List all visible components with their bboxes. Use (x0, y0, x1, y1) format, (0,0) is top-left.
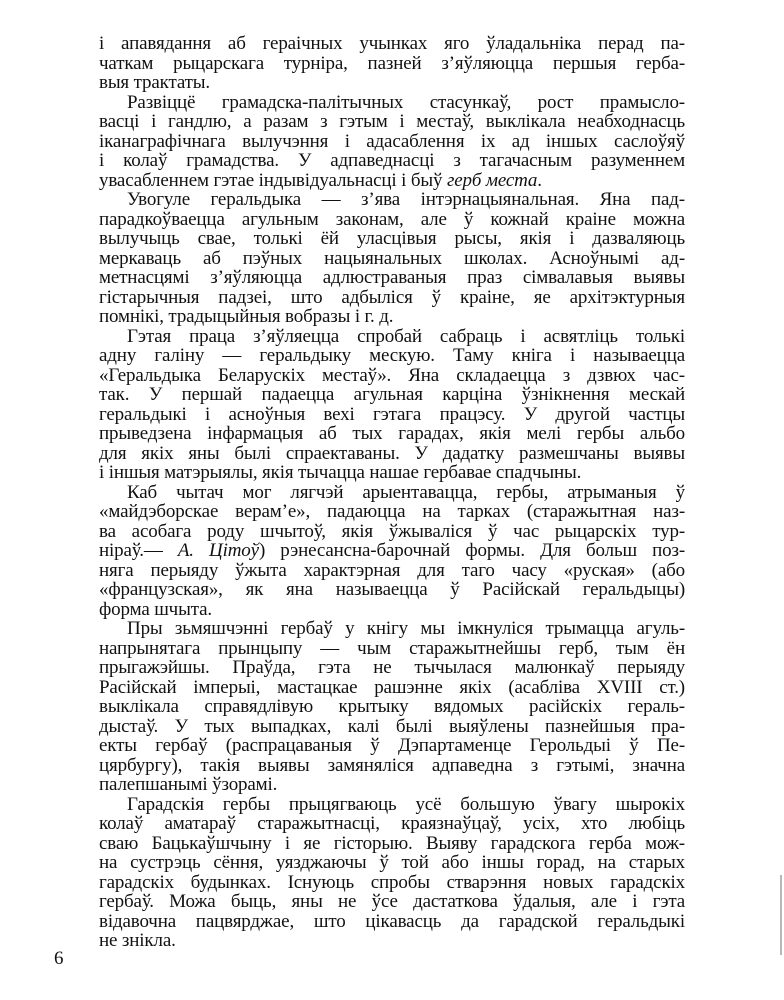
text-line: гарадскіх будынках. Існуюць спробы стварэння новых гарадскіх (99, 871, 685, 893)
paragraph-first-line: Пры зьмяшчэнні гербаў у кнігу мы імкнуліся трымацца агуль- (127, 618, 685, 639)
paragraph-first-line: Развіццё грамадска-палітычных стасункаў, рост прамысло- (127, 91, 685, 113)
text-line: колаў аматараў старажытнасці, краязнаўцаў, усіх, хто любіць (99, 813, 685, 834)
text-line: геральдыкі і асноўныя вехі гэтага працэсу. У другой частцы (99, 403, 685, 425)
text-line: дыстаў. У тых выпадках, калі былі выяўлены пазнейшыя пра- (99, 715, 685, 737)
text-line: чаткам рыцарскага турніра, пазней з’яўляюцца першыя герба- (99, 52, 685, 74)
text-line: увасабленнем гэтае індывідуальнасці і быў герб места. (99, 169, 542, 191)
text-line: напрынятага прынцыпу — чым старажытнейшы герб, тым ён (99, 637, 685, 659)
text-line: палепшанымі ўзорамі. (99, 774, 278, 795)
text-line: прыгажэйшы. Праўда, гэта не тычылася малюнкаў перыяду (99, 657, 685, 678)
paragraph-first-line: Гарадскія гербы прыцягваюць усё большую ўвагу шырокіх (127, 793, 685, 815)
text-line: выклікала справядлівую крытыку вядомых расійскіх гераль- (99, 696, 685, 717)
text-line: ва асобага роду шчытоў, якія ўжываліся ў час рыцарскіх тур- (99, 520, 685, 542)
paragraph-first-line: Гэтая праца з’яўляецца спробай сабраць і асвятліць толькі (127, 325, 685, 347)
text-line: прыведзена інфармацыя аб тых гарадах, якія мелі гербы альбо (99, 423, 685, 444)
text-line: цярбургу), такія выявы замяняліся адпаведна з гэтымі, значна (99, 754, 685, 776)
text-line: «Геральдыка Беларускіх местаў». Яна складаецца з дзвюх час- (99, 364, 685, 386)
text-line: для якіх яны былі спраектаваны. У дадатку размешчаны выявы (99, 442, 685, 464)
page-number: 6 (54, 948, 64, 969)
text-line: парадкоўваецца агульным законам, але ў кожнай краіне можна (99, 208, 685, 230)
text-line: «французская», як яна называецца ў Расійскай геральдыцы) (99, 579, 685, 600)
text-line: няга перыяду ўжыта характэрная для таго часу «руская» (або (99, 559, 685, 581)
text-line: і апавядання аб гераічных учынках яго ўладальніка перад па- (99, 33, 685, 54)
text-line: так. У першай падаецца агульная карціна ўзнікнення мескай (99, 384, 685, 405)
text-line: адну галіну — геральдыку мескую. Таму кніга і называецца (99, 345, 685, 366)
text-line: выя трактаты. (99, 72, 211, 93)
text-line: вылучыць свае, толькі ёй уласцівыя рысы, якія і дазваляюць (99, 228, 685, 249)
text-line: екты гербаў (распрацаваныя ў Дэпартаменце Герольдыі ў Пе- (99, 735, 685, 756)
text-line: гістарычныя падзеі, што адбыліся ў краіне, яе архітэктурныя (99, 286, 685, 308)
scan-edge-mark (780, 875, 782, 955)
text-line: меркаваць аб пэўных нацыянальных школах. Асноўнымі ад- (99, 247, 685, 269)
paragraph-first-line: Увогуле геральдыка — з’ява інтэрнацыянальная. Яна пад- (127, 189, 685, 210)
text-line: васці і гандлю, а разам з гэтым і местаў, выклікала неабходнасць (99, 111, 685, 132)
text-line: іканаграфічнага вылучэння і адасаблення іх ад іншых саслоўяў (99, 130, 685, 152)
text-line: помнікі, традыцыйныя вобразы і г. д. (99, 306, 394, 327)
text-line: Расійскай імперыі, мастацкае рашэнне якіх (асабліва XVIII ст.) (99, 676, 685, 698)
paragraph-first-line: Каб чытач мог лягчэй арыентавацца, гербы, атрыманыя ў (127, 481, 685, 503)
text-line: і іншыя матэрыялы, якія тычацца нашае гербавае спадчыны. (99, 462, 582, 483)
text-line: гербаў. Можа быць, яны не ўсе дастаткова ўдалыя, але і гэта (99, 891, 685, 912)
text-line: не знікла. (99, 930, 176, 951)
text-line: «майдэборскае верам’е», падаюцца на тарках (старажытная наз- (99, 501, 685, 522)
text-line: сваю Бацькаўшчыну і яе гісторыю. Выяву гарадскога герба мож- (99, 832, 685, 854)
text-line: нiраў.— А. Цітоў) рэнесансна-барочнай формы. Для больш поз- (99, 540, 685, 561)
text-line: на сустрэць сёння, уязджаючы ў той або іншы горад, на старых (99, 852, 685, 873)
text-line: і колаў грамадства. У адпаведнасці з тагачасным разуменнем (99, 150, 685, 171)
text-line: форма шчыта. (99, 598, 212, 620)
text-line: відавочна пацвярджае, што цікавасць да гарадской геральдыкі (99, 910, 685, 932)
italic-term: герб места (446, 169, 538, 191)
body-text (99, 34, 685, 951)
text-line: метнасцямі з’яўляюцца адлюстраваныя праз сімвалавыя выявы (99, 267, 685, 288)
italic-author: А. Цітоў (177, 540, 259, 561)
